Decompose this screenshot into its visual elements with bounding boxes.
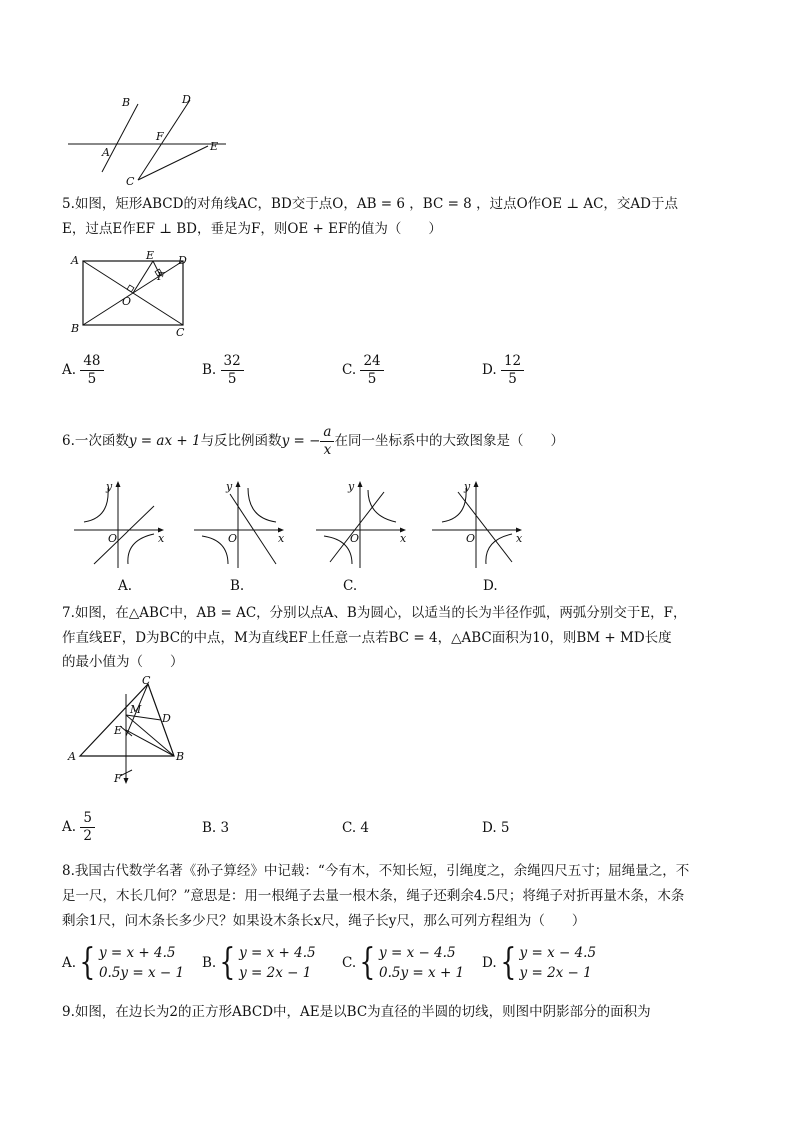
q7-label-m: M [130, 703, 142, 716]
q7-label-c: C [142, 674, 151, 687]
q6-graph-c [312, 478, 412, 570]
q5-option-d[interactable]: D. $\frac{12}{5}$ [482, 353, 524, 388]
q5-label-a: A [71, 254, 79, 267]
q5-stem-line1: 5.如图，矩形ABCD的对角线AC，BD交于点O，AB = 6 ，BC = 8 ，过点O作OE ⊥ AC，交AD于点 [62, 196, 678, 212]
q7-label-b: B [176, 750, 185, 763]
q4-figure [62, 92, 232, 188]
q8-stem-line3: 剩余1尺，问木条长多少尺？如果设木条长x尺，绳子长y尺，那么可列方程组为（ ） [62, 913, 586, 929]
q6-option-b[interactable]: B. [230, 578, 245, 594]
svg-text:x: x [516, 532, 523, 545]
q6-formula-inverse: y = − [281, 433, 321, 449]
q4-label-e: E [210, 140, 219, 153]
q5-label-b: B [71, 322, 80, 335]
q5-option-c[interactable]: C. $\frac{24}{5}$ [342, 353, 384, 388]
q7-label-a: A [68, 750, 76, 763]
q7-figure [62, 672, 192, 788]
q6-stem: 6.一次函数y = ax + 1与反比例函数y = − $\frac{a}{x}$ 在同一坐标系中的大致图象是（ ） [62, 424, 564, 458]
q5-label-d: D [178, 254, 187, 267]
svg-text:y: y [106, 480, 113, 493]
q5-segment-oe [133, 261, 153, 293]
q6-graph-b [190, 478, 290, 570]
q8-stem-line1: 8.我国古代数学名著《孙子算经》中记载：“今有木，不知长短，引绳度之，余绳四尺五寸；屈绳量之，不 [62, 863, 690, 879]
q6-graph-d [428, 478, 528, 570]
svg-text:y: y [464, 480, 471, 493]
q7-option-b[interactable]: B. 3 [202, 820, 230, 836]
svg-text:x: x [278, 532, 285, 545]
q7-label-d: D [162, 712, 171, 725]
q7-option-d[interactable]: D. 5 [482, 820, 510, 836]
svg-text:O: O [228, 532, 238, 545]
svg-text:y: y [348, 480, 355, 493]
q4-label-f: F [156, 130, 164, 143]
svg-text:O: O [108, 532, 118, 545]
q8-stem-line2: 足一尺，木长几何？”意思是：用一根绳子去量一根木条，绳子还剩余4.5尺；将绳子对折再量木条，木条 [62, 888, 685, 904]
q4-label-a: A [102, 146, 110, 159]
q8-option-d[interactable]: D.{ y = x − 4.5 y = 2x − 1 [482, 942, 597, 983]
svg-text:x: x [158, 532, 165, 545]
q5-stem-line2: E，过点E作EF ⊥ BD，垂足为F，则OE + EF的值为（ ） [62, 221, 442, 237]
q9-stem-line1: 9.如图，在边长为2的正方形ABCD中，AE是以BC为直径的半圆的切线，则图中阴影部分的面积为 [62, 1004, 651, 1020]
q4-line-ab [102, 104, 138, 172]
q8-option-c[interactable]: C.{ y = x − 4.5 0.5y = x + 1 [342, 942, 465, 983]
q4-label-b: B [122, 96, 131, 109]
q7-option-c[interactable]: C. 4 [342, 820, 370, 836]
q6-graph-a [70, 478, 170, 570]
q5-figure [66, 250, 196, 340]
q6-option-d[interactable]: D. [483, 578, 498, 594]
q7-label-f: F [114, 772, 122, 785]
q6-option-a[interactable]: A. [118, 578, 133, 594]
q4-label-c: C [126, 175, 135, 188]
svg-text:O: O [350, 532, 360, 545]
q8-option-b[interactable]: B.{ y = x + 4.5 y = 2x − 1 [202, 942, 316, 983]
q5-label-o: O [122, 295, 132, 308]
q8-option-a[interactable]: A.{ y = x + 4.5 0.5y = x − 1 [62, 942, 185, 983]
q7-label-e: E [114, 724, 123, 737]
q5-label-f: F [157, 270, 165, 283]
svg-text:y: y [226, 480, 233, 493]
q5-label-e: E [146, 250, 155, 262]
q5-label-c: C [176, 326, 185, 339]
svg-text:x: x [400, 532, 407, 545]
q7-stem-line2: 作直线EF，D为BC的中点，M为直线EF上任意一点若BC = 4，△ABC面积为10，则BM + MD长度 [62, 630, 672, 646]
q5-option-b[interactable]: B. $\frac{32}{5}$ [202, 353, 244, 388]
q7-stem-line3: 的最小值为（ ） [62, 654, 184, 670]
svg-text:O: O [466, 532, 476, 545]
q4-label-d: D [182, 93, 191, 106]
q7-stem-line1: 7.如图，在△ABC中，AB = AC，分别以点A、B为圆心，以适当的长为半径作弧，两弧分别交于E，F， [62, 605, 687, 621]
q6-option-c[interactable]: C. [343, 578, 358, 594]
q4-line-cd [138, 100, 190, 180]
q6-formula-linear: y = ax + 1 [128, 433, 201, 449]
q5-option-a[interactable]: A. $\frac{48}{5}$ [62, 353, 104, 388]
q7-option-a[interactable]: A. $\frac{5}{2}$ [62, 810, 95, 845]
